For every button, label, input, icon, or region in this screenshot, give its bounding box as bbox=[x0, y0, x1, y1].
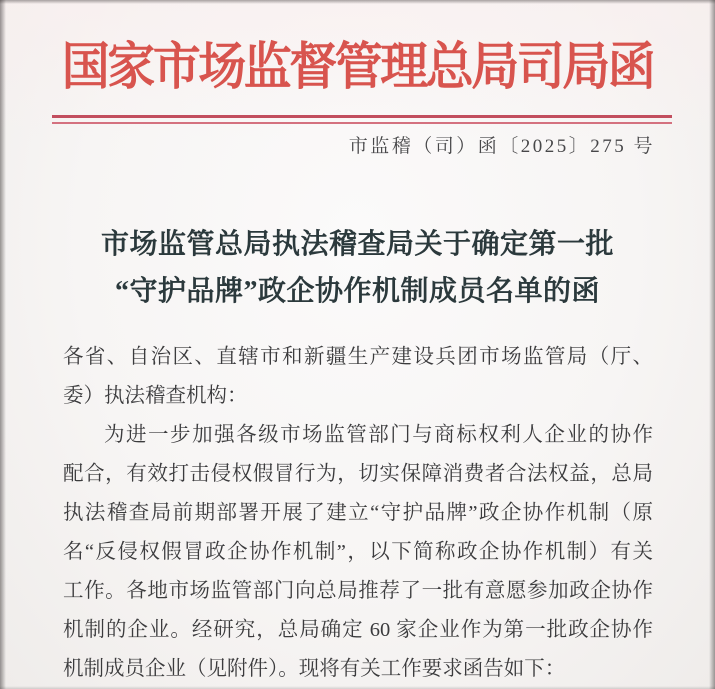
body-line-8: 机制的企业。经研究，总局确定 60 家企业作为第一批政企协作 bbox=[63, 619, 653, 641]
body-line-5: 执法稽查局前期部署开展了建立“守护品牌”政企协作机制（原 bbox=[63, 502, 653, 524]
body-line-2: 委）执法稽查机构： bbox=[63, 385, 248, 407]
body-line-9: 机制成员企业（见附件）。现将有关工作要求函告如下： bbox=[63, 658, 566, 680]
body-line-1: 各省、自治区、直辖市和新疆生产建设兵团市场监管局（厅、 bbox=[63, 346, 653, 368]
page-edge-shadow-right bbox=[709, 0, 715, 689]
document-title-line-1: 市场监管总局执法稽查局关于确定第一批 bbox=[100, 229, 614, 260]
body-line-7: 工作。各地市场监管部门向总局推荐了一批有意愿参加政企协作 bbox=[63, 580, 653, 602]
document-title-line-2: “守护品牌”政企协作机制成员名单的函 bbox=[114, 276, 600, 307]
document-number: 市监稽（司）函〔2025〕275 号 bbox=[348, 136, 655, 157]
body-line-6: 名“反侵权假冒政企协作机制”，以下简称政企协作机制）有关 bbox=[63, 541, 653, 563]
letterhead-title: 国家市场监督管理总局司局函 bbox=[61, 39, 654, 96]
body-line-4: 配合，有效打击侵权假冒行为，切实保障消费者合法权益，总局 bbox=[63, 463, 653, 485]
document-body bbox=[63, 338, 653, 689]
letterhead-double-rule bbox=[52, 115, 672, 124]
body-line-3: 为进一步加强各级市场监管部门与商标权利人企业的协作 bbox=[104, 424, 653, 446]
document-title bbox=[0, 221, 715, 315]
letterhead-rule-thin bbox=[52, 122, 672, 124]
page-edge-shadow-top bbox=[0, 0, 715, 4]
page-edge-shadow-left bbox=[0, 0, 6, 689]
